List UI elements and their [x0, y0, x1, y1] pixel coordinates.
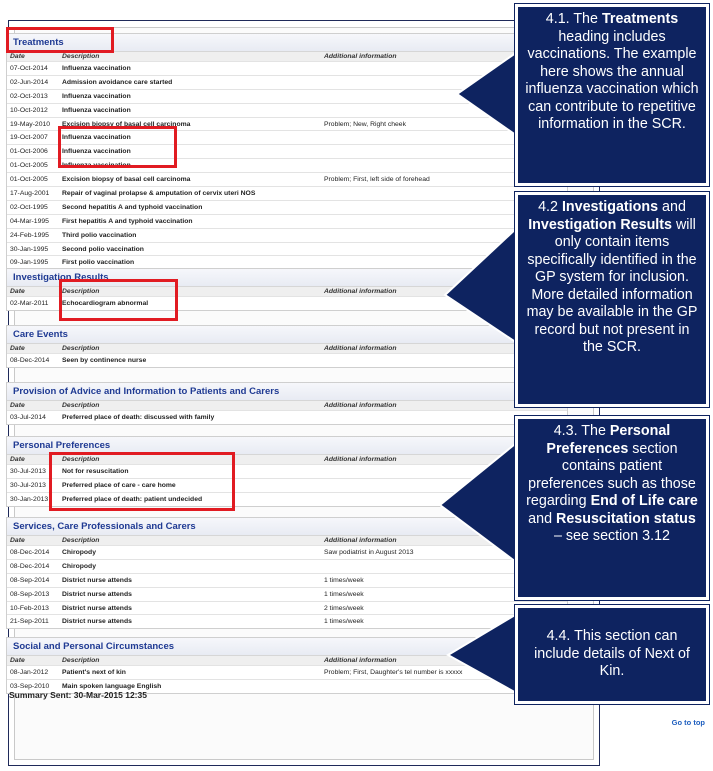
personal-preferences-title: Personal Preferences: [7, 437, 567, 455]
callout-text: and: [658, 199, 686, 215]
callout-text: heading includes vaccinations. The example here shows the annual influenza vaccination which can contribute to repetitive information in the SCR.: [525, 28, 699, 132]
cell-date: 02-Jun-2014: [7, 75, 59, 89]
cell-additional-info: 1 times/week: [321, 573, 567, 587]
treatments-title: Treatments: [7, 34, 567, 52]
cell-date: 10-Feb-2013: [7, 601, 59, 615]
date-header: Date: [7, 52, 59, 62]
cell-additional-info: Problem; First, Daughter's tel number is xxxxx: [321, 666, 567, 680]
cell-description: Echocardiogram abnormal: [59, 297, 321, 310]
cell-date: 02-Mar-2011: [7, 297, 59, 310]
additional-info-header: Additional information: [321, 344, 567, 354]
cell-description: Preferred place of death: discussed with family: [59, 411, 321, 424]
callout-personal-preferences: [515, 416, 709, 600]
cell-description: Influenza vaccination: [59, 159, 321, 173]
additional-info-header: Additional information: [321, 536, 567, 546]
services-carers-title: Services, Care Professionals and Carers: [7, 518, 567, 536]
cell-date: 08-Dec-2014: [7, 559, 59, 573]
cell-description: Influenza vaccination: [59, 145, 321, 159]
cell-description: Not for resuscitation: [59, 465, 321, 479]
callout-text: will only contain items specifically identified in the GP system for inclusion. More detailed information may be available in the GP record but not present in the SCR.: [526, 216, 698, 355]
cell-date: 01-Oct-2005: [7, 173, 59, 187]
description-header: Description: [59, 344, 321, 354]
cell-date: 09-Jan-1995: [7, 256, 59, 269]
date-header: Date: [7, 455, 59, 465]
callout-text: section contains patient preferences such as those regarding: [526, 440, 696, 509]
cell-date: 21-Sep-2011: [7, 615, 59, 628]
go-to-top-link[interactable]: Go to top: [671, 718, 705, 727]
callout-bold-text: End of Life care: [590, 493, 698, 509]
cell-description: Preferred place of death: patient undecided: [59, 492, 321, 505]
investigation-results-title: Investigation Results: [7, 269, 567, 287]
cell-description: Seen by continence nurse: [59, 354, 321, 367]
callout-text: 4.3. The: [553, 423, 610, 439]
callout-text: 4.2: [538, 199, 562, 215]
cell-description: Excision biopsy of basal cell carcinoma: [59, 173, 321, 187]
cell-description: Admission avoidance care started: [59, 75, 321, 89]
cell-date: 02-Oct-1995: [7, 200, 59, 214]
cell-description: Influenza vaccination: [59, 131, 321, 145]
cell-additional-info: 2 times/week: [321, 601, 567, 615]
date-header: Date: [7, 536, 59, 546]
cell-description: Influenza vaccination: [59, 89, 321, 103]
callout-bold-text: Resuscitation status: [556, 510, 696, 527]
cell-description: Main spoken language English: [59, 679, 321, 692]
arrow-investigation-icon: [445, 225, 520, 345]
cell-date: 08-Sep-2014: [7, 573, 59, 587]
cell-description: Influenza vaccination: [59, 103, 321, 117]
cell-date: 10-Oct-2012: [7, 103, 59, 117]
additional-info-header: Additional information: [321, 287, 567, 297]
arrow-treatments-icon: [457, 50, 520, 138]
cell-description: Second polio vaccination: [59, 242, 321, 256]
cell-date: 19-Oct-2007: [7, 131, 59, 145]
callout-text: 4.1. The: [545, 11, 602, 27]
cell-description: District nurse attends: [59, 615, 321, 628]
cell-description: Preferred place of care - care home: [59, 478, 321, 492]
influenza-highlight: [58, 126, 177, 168]
cell-description: First polio vaccination: [59, 256, 321, 269]
callout-investigations: [515, 192, 709, 407]
description-header: Description: [59, 455, 321, 465]
cell-description: Patient's next of kin: [59, 666, 321, 680]
cell-date: 03-Jul-2014: [7, 411, 59, 424]
cell-description: Excision biopsy of basal cell carcinoma: [59, 117, 321, 131]
callout-text: 4.4. This section can include details of Next of Kin.: [534, 628, 690, 679]
date-header: Date: [7, 344, 59, 354]
cell-date: 17-Aug-2001: [7, 187, 59, 201]
description-header: Description: [59, 287, 321, 297]
cell-additional-info: Problem; First, left side of forehead: [321, 173, 567, 187]
summary-sent: Summary Sent: 30-Mar-2015 12:35: [9, 690, 147, 700]
cell-date: 03-Sep-2010: [7, 679, 59, 692]
callout-bold-text: Treatments: [601, 11, 679, 27]
cell-date: 30-Jan-1995: [7, 242, 59, 256]
cell-description: Chiropody: [59, 559, 321, 573]
cell-date: 08-Jan-2012: [7, 666, 59, 680]
description-header: Description: [59, 52, 321, 62]
social-circumstances-title: Social and Personal Circumstances: [7, 638, 567, 656]
cell-date: 08-Dec-2014: [7, 354, 59, 367]
callout-bold-text: Investigations: [561, 199, 659, 215]
arrow-preferences-icon: [440, 440, 520, 565]
callout-text: and: [528, 510, 556, 527]
cell-description: District nurse attends: [59, 587, 321, 601]
cell-date: 08-Dec-2014: [7, 546, 59, 560]
callout-next-of-kin: [515, 605, 709, 704]
advice-information-title: Provision of Advice and Information to Patients and Carers: [7, 383, 567, 401]
description-header: Description: [59, 536, 321, 546]
cell-description: District nurse attends: [59, 601, 321, 615]
additional-info-header: Additional information: [321, 656, 567, 666]
care-events-title: Care Events: [7, 326, 567, 344]
cell-date: 08-Sep-2013: [7, 587, 59, 601]
cell-date: 01-Oct-2005: [7, 159, 59, 173]
callout-bold-text: Investigation Results: [528, 216, 672, 233]
cell-date: 01-Oct-2006: [7, 145, 59, 159]
additional-info-header: Additional information: [321, 455, 567, 465]
cell-description: Third polio vaccination: [59, 228, 321, 242]
cell-description: First hepatitis A and typhoid vaccination: [59, 214, 321, 228]
callout-treatments: [515, 4, 709, 186]
cell-date: 30-Jul-2013: [7, 465, 59, 479]
investigation-highlight: [59, 279, 178, 321]
cell-date: 30-Jul-2013: [7, 478, 59, 492]
additional-info-header: Additional information: [321, 52, 567, 62]
cell-additional-info: 1 times/week: [321, 587, 567, 601]
cell-date: 30-Jan-2013: [7, 492, 59, 505]
treatments-highlight: [6, 27, 114, 53]
cell-additional-info: Saw podiatrist in August 2013: [321, 546, 567, 560]
date-header: Date: [7, 287, 59, 297]
cell-date: 07-Oct-2014: [7, 62, 59, 76]
date-header: Date: [7, 656, 59, 666]
cell-date: 24-Feb-1995: [7, 228, 59, 242]
cell-date: 02-Oct-2013: [7, 89, 59, 103]
cell-description: Influenza vaccination: [59, 62, 321, 76]
arrow-next-of-kin-icon: [448, 612, 520, 695]
callout-bold-text: Personal Preferences: [546, 423, 671, 457]
cell-additional-info: Problem; New, Right cheek: [321, 117, 567, 131]
description-header: Description: [59, 401, 321, 411]
preferences-highlight: [49, 452, 235, 511]
date-header: Date: [7, 401, 59, 411]
cell-additional-info: 1 times/week: [321, 615, 567, 628]
cell-date: 04-Mar-1995: [7, 214, 59, 228]
cell-description: Second hepatitis A and typhoid vaccination: [59, 200, 321, 214]
additional-info-header: Additional information: [321, 401, 567, 411]
cell-description: District nurse attends: [59, 573, 321, 587]
callout-text: – see section 3.12: [553, 528, 671, 544]
cell-date: 19-May-2010: [7, 117, 59, 131]
cell-description: Repair of vaginal prolapse & amputation of cervix uteri NOS: [59, 187, 321, 201]
description-header: Description: [59, 656, 321, 666]
cell-description: Chiropody: [59, 546, 321, 560]
